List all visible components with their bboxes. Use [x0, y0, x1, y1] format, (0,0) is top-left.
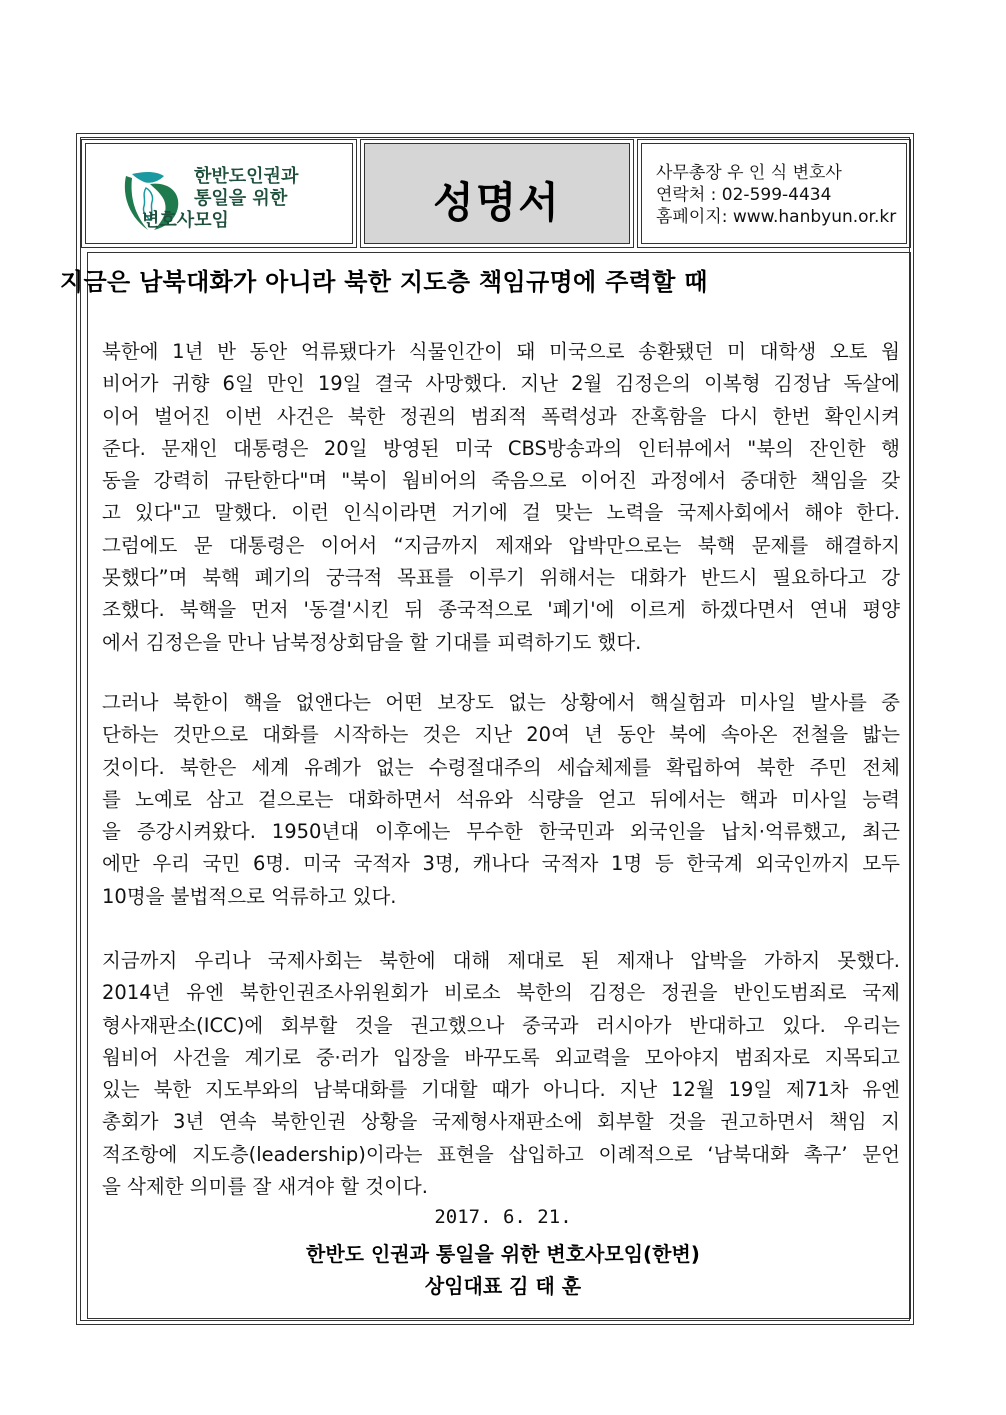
text-line: 단하는 것만으로 대화를 시작하는 것은 지난 20여 년 동안 북에 속아온 전철을 밟는 [102, 723, 900, 747]
text-line: 총회가 3년 연속 북한인권 상황을 국제형사재판소에 회부할 것을 권고하면서 책임 지 [102, 1110, 900, 1134]
text-line: 에만 우리 국민 6명. 미국 국적자 3명, 캐나다 국적자 1명 등 한국계 외국인까지 모두 [102, 852, 900, 876]
text-line: 준다. 문재인 대통령은 20일 방영된 미국 CBS방송과의 인터뷰에서 "북의 잔인한 행 [102, 436, 900, 460]
statement-date: 2017. 6. 21. [434, 1206, 572, 1228]
text-line: 을 증강시켜왔다. 1950년대 이후에는 무수한 한국민과 외국인을 납치·억류했고, 최근 [102, 820, 900, 844]
text-line: 2014년 유엔 북한인권조사위원회가 비로소 북한의 김정은 정권을 반인도범죄로 국제 [102, 981, 900, 1005]
paragraph-1 [102, 336, 900, 659]
text-line: 지금까지 우리나 국제사회는 북한에 대해 제대로 된 제재나 압박을 가하지 못했다. [102, 949, 900, 972]
text-line: 못했다”며 북핵 폐기의 궁극적 목표를 이루기 위해서는 대화가 반드시 필요하다고 강 [102, 566, 900, 590]
contact-info [656, 162, 896, 228]
logo-cell [81, 139, 357, 248]
contact-secretary: 사무총장 우 인 식 변호사 [656, 163, 842, 183]
doc-type-title: 성명서 [433, 178, 561, 227]
text-line: 적조항에 지도층(leadership)이라는 표현을 삽입하고 이례적으로 ‘남북대화 촉구’ 문언 [102, 1142, 900, 1166]
logo-line-1: 한반도인권과 [194, 166, 299, 187]
text-line: 조했다. 북핵을 먼저 '동결'시킨 뒤 종국적으로 '폐기'에 이르게 하겠다면서 연내 평양 [102, 598, 900, 622]
text-line: 비어가 귀향 6일 만인 19일 결국 사망했다. 지난 2월 김정은의 이복형 김정남 독살에 [102, 372, 900, 396]
representative-signature: 상임대표 김 태 훈 [424, 1274, 582, 1298]
statement-headline: 지금은 남북대화가 아니라 북한 지도층 책임규명에 주력할 때 [60, 268, 708, 296]
text-line: 동을 강력히 규탄한다"며 "북이 웜비어의 죽음으로 이어진 과정에서 중대한 책임을 갖 [102, 469, 900, 493]
text-line: 그럼에도 문 대통령은 이어서 “지금까지 제재와 압박만으로는 북핵 문제를 해결하지 [102, 533, 900, 557]
contact-cell [637, 139, 911, 248]
contact-homepage: 홈페이지: www.hanbyun.or.kr [656, 207, 897, 227]
text-line: 고 있다"고 말했다. 이런 인식이라면 거기에 걸 맞는 노력을 국제사회에서 해야 한다. [102, 501, 900, 525]
text-line: 있는 북한 지도부와의 남북대화를 기대할 때가 아니다. 지난 12월 19일 제71차 유엔 [102, 1078, 900, 1102]
logo-line-2: 통일을 위한 [194, 188, 288, 209]
issuing-organization: 한반도 인권과 통일을 위한 변호사모임(한변) [306, 1242, 700, 1266]
text-line: 를 노예로 삼고 겉으로는 대화하면서 석유와 식량을 얻고 뒤에서는 핵과 미사일 능력 [102, 787, 900, 811]
contact-phone: 연락처 : 02-599-4434 [656, 185, 832, 205]
text-line: 10명을 불법적으로 억류하고 있다. [102, 884, 397, 908]
text-line: 형사재판소(ICC)에 회부할 것을 권고했으나 중국과 러시아가 반대하고 있다. 우리는 [102, 1013, 900, 1037]
text-line: 북한에 1년 반 동안 억류됐다가 식물인간이 돼 미국으로 송환됐던 미 대학생 오토 웜 [102, 340, 900, 363]
text-line: 이어 벌어진 이번 사건은 북한 정권의 범죄적 폭력성과 잔혹함을 다시 한번 확인시켜 [102, 404, 900, 428]
paragraph-2 [102, 687, 900, 913]
logo-line-3: 변호사모임 [142, 210, 229, 231]
text-line: 그러나 북한이 핵을 없앤다는 어떤 보장도 없는 상황에서 핵실험과 미사일 발사를 중 [102, 691, 900, 714]
organization-logo-text [142, 166, 299, 232]
text-line: 웜비어 사건을 계기로 중·러가 입장을 바꾸도록 외교력을 모아야지 범죄자로 지목되고 [102, 1045, 900, 1069]
paragraph-3 [102, 945, 900, 1203]
text-line: 을 삭제한 의미를 잘 새겨야 할 것이다. [102, 1175, 428, 1199]
text-line: 것이다. 북한은 세계 유례가 없는 수령절대주의 세습체제를 확립하여 북한 주민 전체 [102, 755, 900, 779]
doc-type-cell [360, 139, 634, 248]
text-line: 에서 김정은을 만나 남북정상회담을 할 기대를 피력하기도 했다. [102, 630, 642, 654]
